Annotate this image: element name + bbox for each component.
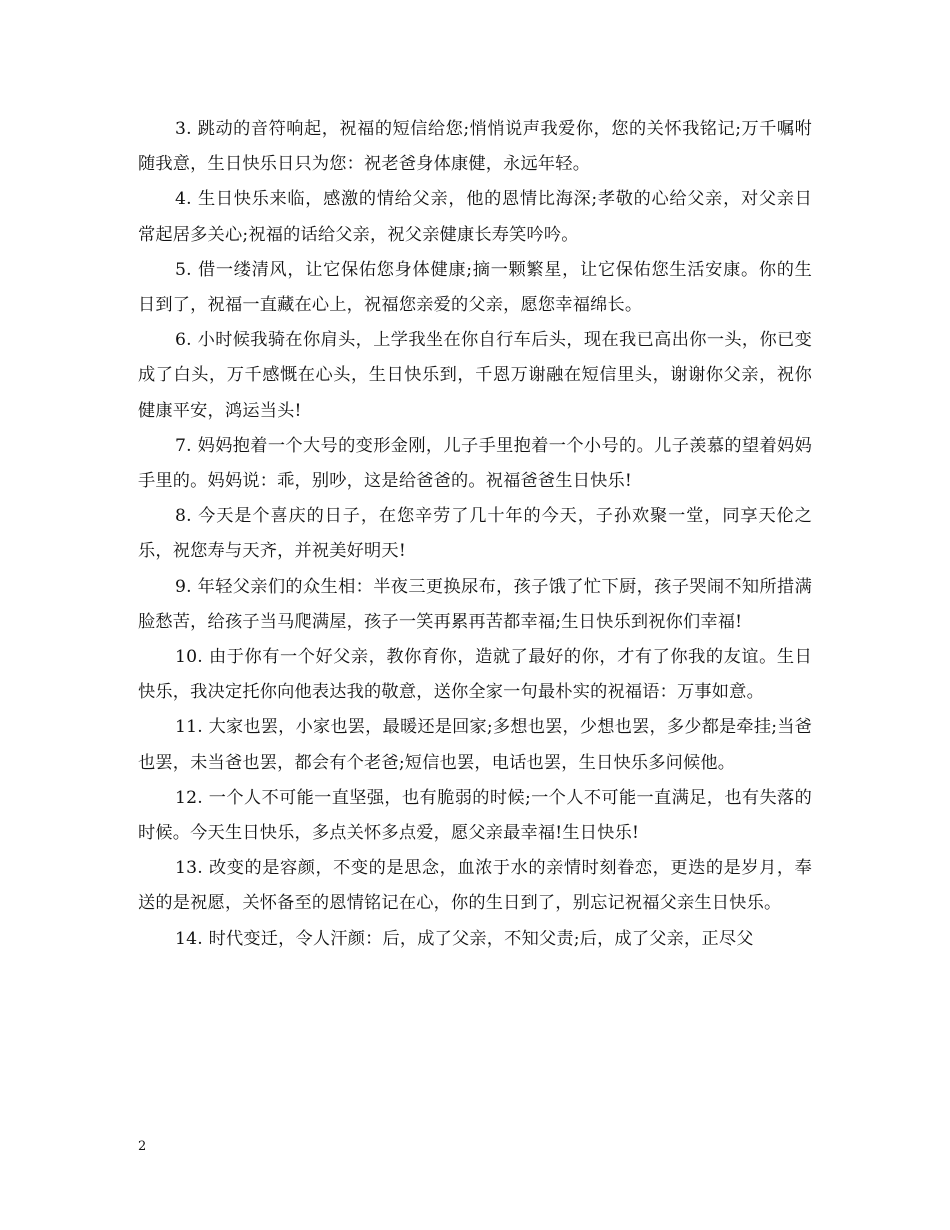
paragraph-13: 13. 改变的是容颜，不变的是思念，血浓于水的亲情时刻眷恋，更迭的是岁月，奉送的是祝愿，关怀备至的恩情铭记在心，你的生日到了，别忘记祝福父亲生日快乐。 xyxy=(138,858,812,914)
page-number: 2 xyxy=(138,1139,147,1154)
paragraph-4: 4. 生日快乐来临，感激的情给父亲，他的恩情比海深;孝敬的心给父亲，对父亲日常起居多关心;祝福的话给父亲，祝父亲健康长寿笑吟吟。 xyxy=(138,189,812,245)
paragraph-8: 8. 今天是个喜庆的日子，在您辛劳了几十年的今天，子孙欢聚一堂，同享天伦之乐，祝您寿与天齐，并祝美好明天! xyxy=(138,506,812,562)
paragraph-14: 14. 时代变迁，令人汗颜：后，成了父亲，不知父责;后，成了父亲，正尽父 xyxy=(175,928,754,949)
paragraph-3: 3. 跳动的音符响起，祝福的短信给您;悄悄说声我爱你，您的关怀我铭记;万千嘱咐随我意，生日快乐日只为您：祝老爸身体康健，永远年轻。 xyxy=(138,119,812,175)
paragraph-6: 6. 小时候我骑在你肩头，上学我坐在你自行车后头，现在我已高出你一头，你已变成了白头，万千感慨在心头，生日快乐到，千恩万谢融在短信里头，谢谢你父亲，祝你健康平安，鸿运当头! xyxy=(138,330,812,421)
document-body xyxy=(138,112,812,957)
paragraph-12: 12. 一个人不可能一直坚强，也有脆弱的时候;一个人不可能一直满足，也有失落的时候。今天生日快乐，多点关怀多点爱，愿父亲最幸福!生日快乐! xyxy=(138,787,812,844)
paragraph-7: 7. 妈妈抱着一个大号的变形金刚，儿子手里抱着一个小号的。儿子羡慕的望着妈妈手里的。妈妈说：乖，别吵，这是给爸爸的。祝福爸爸生日快乐! xyxy=(138,435,812,492)
paragraph-10: 10. 由于你有一个好父亲，教你育你，造就了最好的你，才有了你我的友谊。生日快乐，我决定托你向他表达我的敬意，送你全家一句最朴实的祝福语：万事如意。 xyxy=(138,647,812,703)
paragraph-9: 9. 年轻父亲们的众生相：半夜三更换尿布，孩子饿了忙下厨，孩子哭闹不知所措满脸愁苦，给孩子当马爬满屋，孩子一笑再累再苦都幸福;生日快乐到祝你们幸福! xyxy=(138,576,812,632)
paragraph-5: 5. 借一缕清风，让它保佑您身体健康;摘一颗繁星，让它保佑您生活安康。你的生日到了，祝福一直藏在心上，祝福您亲爱的父亲，愿您幸福绵长。 xyxy=(138,259,812,316)
paragraph-11: 11. 大家也罢，小家也罢，最暖还是回家;多想也罢，少想也罢，多少都是牵挂;当爸也罢，未当爸也罢，都会有个老爸;短信也罢，电话也罢，生日快乐多问候他。 xyxy=(138,717,812,773)
